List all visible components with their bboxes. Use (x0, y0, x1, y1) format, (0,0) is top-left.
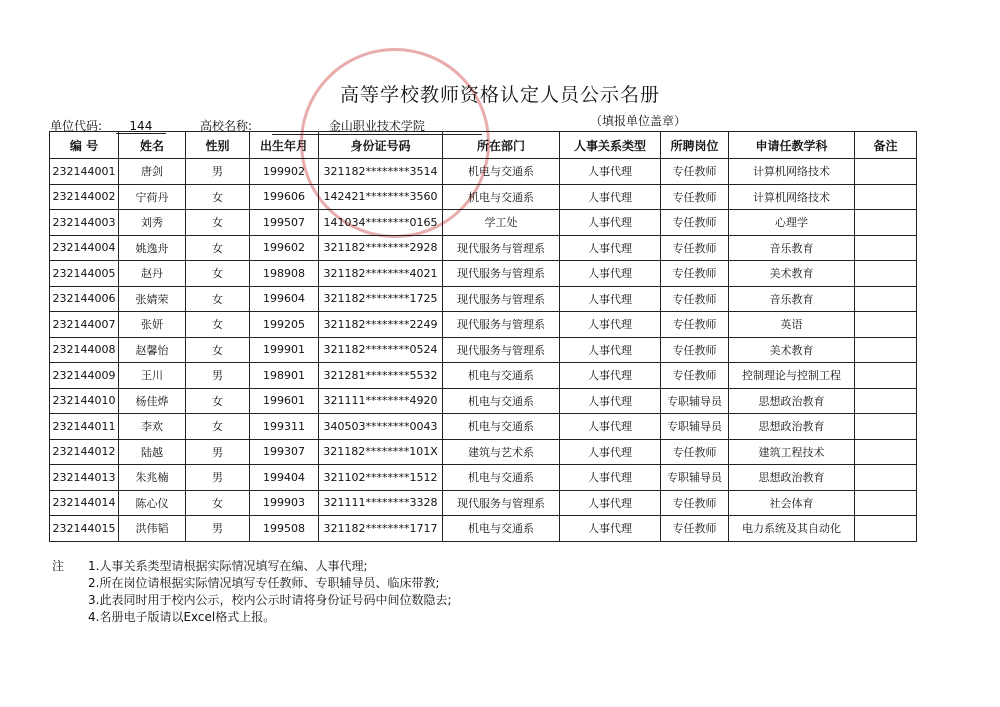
cell-birth: 199606 (250, 184, 319, 210)
table-row (50, 490, 917, 516)
table-row (50, 210, 917, 236)
cell-subject: 思想政治教育 (729, 414, 855, 440)
cell-id-number: 321182********2928 (319, 235, 443, 261)
column-header: 身份证号码 (319, 132, 443, 159)
cell-remark (855, 159, 917, 185)
cell-gender: 女 (186, 286, 250, 312)
cell-gender: 男 (186, 439, 250, 465)
cell-subject: 思想政治教育 (729, 465, 855, 491)
cell-department: 机电与交通系 (443, 159, 560, 185)
cell-remark (855, 184, 917, 210)
cell-name: 朱兆楠 (119, 465, 186, 491)
table-row (50, 286, 917, 312)
cell-department: 机电与交通系 (443, 414, 560, 440)
cell-id-number: 321281********5532 (319, 363, 443, 389)
cell-remark (855, 516, 917, 542)
cell-name: 唐剑 (119, 159, 186, 185)
cell-subject: 美术教育 (729, 337, 855, 363)
cell-department: 学工处 (443, 210, 560, 236)
seal-note: （填报单位盖章） (590, 114, 687, 128)
notes-label: 注 (52, 559, 65, 573)
notes-list (88, 558, 688, 626)
cell-id-number: 321182********101X (319, 439, 443, 465)
cell-id: 232144008 (50, 337, 119, 363)
cell-id-number: 141034********0165 (319, 210, 443, 236)
column-header: 出生年月 (250, 132, 319, 159)
cell-relation-type: 人事代理 (560, 439, 661, 465)
cell-subject: 社会体育 (729, 490, 855, 516)
cell-relation-type: 人事代理 (560, 490, 661, 516)
cell-relation-type: 人事代理 (560, 516, 661, 542)
cell-remark (855, 312, 917, 338)
cell-birth: 199205 (250, 312, 319, 338)
cell-gender: 女 (186, 414, 250, 440)
cell-relation-type: 人事代理 (560, 286, 661, 312)
note-item: 2.所在岗位请根据实际情况填写专任教师、专职辅导员、临床带教; (88, 576, 440, 590)
cell-department: 现代服务与管理系 (443, 286, 560, 312)
column-header: 所在部门 (443, 132, 560, 159)
table-row (50, 414, 917, 440)
cell-id: 232144004 (50, 235, 119, 261)
cell-gender: 女 (186, 490, 250, 516)
cell-birth: 199602 (250, 235, 319, 261)
cell-birth: 199307 (250, 439, 319, 465)
cell-department: 现代服务与管理系 (443, 490, 560, 516)
table-row (50, 261, 917, 287)
cell-subject: 电力系统及其自动化 (729, 516, 855, 542)
cell-birth: 198908 (250, 261, 319, 287)
cell-department: 机电与交通系 (443, 465, 560, 491)
cell-department: 机电与交通系 (443, 388, 560, 414)
cell-birth: 198901 (250, 363, 319, 389)
cell-post: 专任教师 (661, 210, 729, 236)
cell-id: 232144010 (50, 388, 119, 414)
column-header: 姓名 (119, 132, 186, 159)
table-row (50, 337, 917, 363)
cell-relation-type: 人事代理 (560, 465, 661, 491)
cell-name: 赵馨怡 (119, 337, 186, 363)
cell-gender: 女 (186, 388, 250, 414)
cell-birth: 199508 (250, 516, 319, 542)
cell-subject: 美术教育 (729, 261, 855, 287)
table-row (50, 159, 917, 185)
cell-name: 王川 (119, 363, 186, 389)
cell-department: 现代服务与管理系 (443, 312, 560, 338)
cell-birth: 199903 (250, 490, 319, 516)
cell-name: 姚逸舟 (119, 235, 186, 261)
cell-remark (855, 210, 917, 236)
cell-remark (855, 286, 917, 312)
cell-remark (855, 439, 917, 465)
cell-department: 机电与交通系 (443, 516, 560, 542)
cell-gender: 女 (186, 261, 250, 287)
cell-gender: 女 (186, 210, 250, 236)
cell-gender: 男 (186, 465, 250, 491)
table-row (50, 388, 917, 414)
cell-id: 232144003 (50, 210, 119, 236)
cell-birth: 199404 (250, 465, 319, 491)
table-row (50, 363, 917, 389)
table-row (50, 312, 917, 338)
cell-department: 现代服务与管理系 (443, 235, 560, 261)
cell-id: 232144013 (50, 465, 119, 491)
table-header-row (50, 132, 917, 159)
cell-id: 232144007 (50, 312, 119, 338)
cell-subject: 心理学 (729, 210, 855, 236)
cell-id: 232144005 (50, 261, 119, 287)
cell-department: 机电与交通系 (443, 363, 560, 389)
unit-code-label: 单位代码: (50, 119, 103, 133)
cell-relation-type: 人事代理 (560, 312, 661, 338)
cell-id: 232144015 (50, 516, 119, 542)
cell-post: 专任教师 (661, 490, 729, 516)
cell-birth: 199507 (250, 210, 319, 236)
roster-table (49, 131, 917, 542)
cell-gender: 女 (186, 312, 250, 338)
cell-birth: 199902 (250, 159, 319, 185)
cell-id-number: 321102********1512 (319, 465, 443, 491)
cell-subject: 音乐教育 (729, 235, 855, 261)
cell-post: 专职辅导员 (661, 465, 729, 491)
cell-name: 李欢 (119, 414, 186, 440)
cell-remark (855, 414, 917, 440)
cell-subject: 英语 (729, 312, 855, 338)
cell-id: 232144011 (50, 414, 119, 440)
cell-post: 专任教师 (661, 516, 729, 542)
cell-gender: 女 (186, 337, 250, 363)
cell-remark (855, 388, 917, 414)
column-header: 编 号 (50, 132, 119, 159)
cell-relation-type: 人事代理 (560, 184, 661, 210)
cell-id: 232144012 (50, 439, 119, 465)
cell-name: 宁荷丹 (119, 184, 186, 210)
column-header: 所聘岗位 (661, 132, 729, 159)
cell-id: 232144002 (50, 184, 119, 210)
school-name-value: 金山职业技术学院 (272, 117, 482, 135)
note-item: 3.此表同时用于校内公示，校内公示时请将身份证号码中间位数隐去; (88, 593, 452, 607)
column-header: 备注 (855, 132, 917, 159)
cell-post: 专任教师 (661, 312, 729, 338)
cell-birth: 199601 (250, 388, 319, 414)
column-header: 性别 (186, 132, 250, 159)
cell-post: 专任教师 (661, 286, 729, 312)
cell-id-number: 340503********0043 (319, 414, 443, 440)
school-name-label: 高校名称: (200, 119, 253, 133)
cell-birth: 199311 (250, 414, 319, 440)
cell-gender: 女 (186, 184, 250, 210)
cell-gender: 女 (186, 235, 250, 261)
cell-remark (855, 490, 917, 516)
cell-relation-type: 人事代理 (560, 414, 661, 440)
cell-relation-type: 人事代理 (560, 159, 661, 185)
cell-name: 赵丹 (119, 261, 186, 287)
cell-remark (855, 235, 917, 261)
column-header: 人事关系类型 (560, 132, 661, 159)
cell-id-number: 321182********1725 (319, 286, 443, 312)
cell-id-number: 321111********3328 (319, 490, 443, 516)
cell-post: 专任教师 (661, 261, 729, 287)
cell-department: 建筑与艺术系 (443, 439, 560, 465)
cell-id-number: 321182********4021 (319, 261, 443, 287)
cell-id-number: 321182********2249 (319, 312, 443, 338)
page-title: 高等学校教师资格认定人员公示名册 (339, 84, 660, 106)
cell-subject: 音乐教育 (729, 286, 855, 312)
cell-id-number: 321111********4920 (319, 388, 443, 414)
cell-gender: 男 (186, 363, 250, 389)
cell-department: 现代服务与管理系 (443, 337, 560, 363)
cell-id-number: 321182********1717 (319, 516, 443, 542)
table-row (50, 235, 917, 261)
table-row (50, 184, 917, 210)
table-body (50, 159, 917, 542)
cell-name: 刘秀 (119, 210, 186, 236)
table-row (50, 516, 917, 542)
cell-gender: 男 (186, 159, 250, 185)
cell-remark (855, 337, 917, 363)
cell-name: 杨佳烨 (119, 388, 186, 414)
cell-remark (855, 261, 917, 287)
cell-relation-type: 人事代理 (560, 337, 661, 363)
cell-name: 陆越 (119, 439, 186, 465)
cell-relation-type: 人事代理 (560, 261, 661, 287)
column-header: 申请任教学科 (729, 132, 855, 159)
cell-post: 专职辅导员 (661, 388, 729, 414)
cell-post: 专任教师 (661, 159, 729, 185)
cell-name: 张妍 (119, 312, 186, 338)
cell-post: 专任教师 (661, 363, 729, 389)
unit-code-value: 144 (116, 119, 166, 134)
cell-post: 专任教师 (661, 184, 729, 210)
cell-post: 专任教师 (661, 337, 729, 363)
cell-relation-type: 人事代理 (560, 363, 661, 389)
cell-subject: 计算机网络技术 (729, 184, 855, 210)
cell-gender: 男 (186, 516, 250, 542)
cell-name: 张婧荣 (119, 286, 186, 312)
cell-id-number: 321182********3514 (319, 159, 443, 185)
note-item: 4.名册电子版请以Excel格式上报。 (88, 610, 276, 624)
cell-post: 专任教师 (661, 235, 729, 261)
table-row (50, 439, 917, 465)
cell-remark (855, 465, 917, 491)
cell-id: 232144001 (50, 159, 119, 185)
cell-id-number: 321182********0524 (319, 337, 443, 363)
cell-subject: 控制理论与控制工程 (729, 363, 855, 389)
cell-id: 232144014 (50, 490, 119, 516)
cell-subject: 建筑工程技术 (729, 439, 855, 465)
cell-id: 232144006 (50, 286, 119, 312)
note-item: 1.人事关系类型请根据实际情况填写在编、人事代理; (88, 559, 368, 573)
cell-subject: 思想政治教育 (729, 388, 855, 414)
cell-department: 机电与交通系 (443, 184, 560, 210)
cell-id-number: 142421********3560 (319, 184, 443, 210)
cell-birth: 199901 (250, 337, 319, 363)
cell-post: 专任教师 (661, 439, 729, 465)
cell-birth: 199604 (250, 286, 319, 312)
cell-relation-type: 人事代理 (560, 235, 661, 261)
cell-remark (855, 363, 917, 389)
cell-relation-type: 人事代理 (560, 210, 661, 236)
cell-department: 现代服务与管理系 (443, 261, 560, 287)
cell-post: 专职辅导员 (661, 414, 729, 440)
cell-id: 232144009 (50, 363, 119, 389)
cell-name: 洪伟韬 (119, 516, 186, 542)
cell-subject: 计算机网络技术 (729, 159, 855, 185)
table-row (50, 465, 917, 491)
cell-relation-type: 人事代理 (560, 388, 661, 414)
cell-name: 陈心仪 (119, 490, 186, 516)
